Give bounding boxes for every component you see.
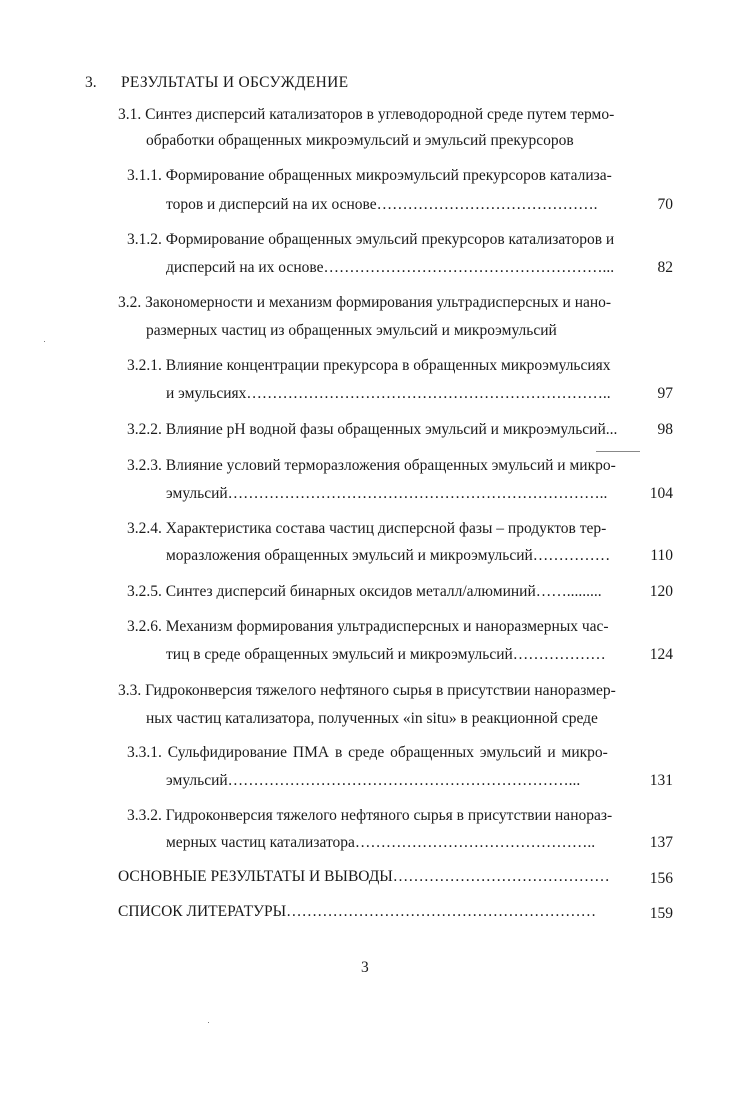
toc-entry-3-2-5: 3.2.5. Синтез дисперсий бинарных оксидов металл/алюминий……......... xyxy=(127,583,602,600)
toc-page-3-3-2: 137 xyxy=(649,834,673,851)
chapter-number: 3. xyxy=(85,74,97,91)
toc-entry-3-2-6-line2: тиц в среде обращенных эмульсий и микроэмульсий……………… xyxy=(166,646,606,663)
scan-mark-line xyxy=(596,451,640,452)
toc-entry-3-1-line2: обработки обращенных микроэмульсий и эмульсий прекурсоров xyxy=(146,132,574,149)
toc-entry-3-2-3-line2: эмульсий……………………………………………………………….. xyxy=(166,485,608,502)
chapter-title: РЕЗУЛЬТАТЫ И ОБСУЖДЕНИЕ xyxy=(121,74,349,91)
scan-mark-dot xyxy=(208,1022,209,1023)
toc-page-3-2-5: 120 xyxy=(649,583,673,600)
toc-entry-3-1-line1: 3.1. Синтез дисперсий катализаторов в углеводородной среде путем термо- xyxy=(118,106,615,123)
toc-page-3-2-1: 97 xyxy=(657,385,673,402)
page-number: 3 xyxy=(361,959,369,976)
toc-entry-conclusions: ОСНОВНЫЕ РЕЗУЛЬТАТЫ И ВЫВОДЫ…………………………………… xyxy=(118,868,610,885)
toc-entry-3-3-1-line1: 3.3.1. Сульфидирование ПМА в среде обращенных эмульсий и микро- xyxy=(127,744,608,761)
toc-entry-3-3-line2: ных частиц катализатора, полученных «in situ» в реакционной среде xyxy=(146,710,598,727)
toc-page-3-2-3: 104 xyxy=(649,485,673,502)
toc-page-3-1-2: 82 xyxy=(657,259,673,276)
toc-page-3-2-4: 110 xyxy=(650,547,673,564)
toc-entry-3-3-1-line2: эмульсий…………………………………………………………... xyxy=(166,772,581,789)
toc-entry-3-1-1-line2: торов и дисперсий на их основе……………………………………. xyxy=(166,196,598,213)
toc-page-conclusions: 156 xyxy=(649,870,673,887)
toc-entry-3-3-2-line2: мерных частиц катализатора……………………………………….. xyxy=(166,834,596,851)
toc-entry-3-2-3-line1: 3.2.3. Влияние условий терморазложения обращенных эмульсий и микро- xyxy=(127,457,616,474)
toc-entry-3-3-line1: 3.3. Гидроконверсия тяжелого нефтяного сырья в присутствии наноразмер- xyxy=(118,682,616,699)
toc-page-3-1-1: 70 xyxy=(657,196,673,213)
toc-entry-3-2-4-line1: 3.2.4. Характеристика состава частиц дисперсной фазы – продуктов тер- xyxy=(127,520,607,537)
toc-entry-3-1-1-line1: 3.1.1. Формирование обращенных микроэмульсий прекурсоров катализа- xyxy=(127,167,612,184)
toc-entry-3-2-4-line2: моразложения обращенных эмульсий и микроэмульсий…………… xyxy=(166,547,611,564)
toc-entry-3-2-line1: 3.2. Закономерности и механизм формирования ультрадисперсных и нано- xyxy=(118,294,612,311)
toc-entry-3-2-2: 3.2.2. Влияние pH водной фазы обращенных эмульсий и микроэмульсий... xyxy=(127,421,618,438)
toc-entry-3-2-line2: размерных частиц из обращенных эмульсий и микроэмульсий xyxy=(146,322,557,339)
toc-entry-3-2-1-line1: 3.2.1. Влияние концентрации прекурсора в обращенных микроэмульсиях xyxy=(127,357,611,374)
toc-entry-3-1-2-line1: 3.1.2. Формирование обращенных эмульсий прекурсоров катализаторов и xyxy=(127,231,615,248)
toc-entry-references: СПИСОК ЛИТЕРАТУРЫ…………………………………………………… xyxy=(118,903,597,920)
toc-entry-3-2-1-line2: и эмульсиях…………………………………………………………….. xyxy=(166,385,611,402)
toc-page-3-3-1: 131 xyxy=(649,772,673,789)
toc-entry-3-3-2-line1: 3.3.2. Гидроконверсия тяжелого нефтяного сырья в присутствии нанораз- xyxy=(127,807,613,824)
toc-page-3-2-6: 124 xyxy=(649,646,673,663)
toc-page-references: 159 xyxy=(649,905,673,922)
toc-page-3-2-2: 98 xyxy=(657,421,673,438)
scan-mark-dot xyxy=(44,341,45,342)
toc-entry-3-1-2-line2: дисперсий на их основе………………………………………………... xyxy=(166,259,615,276)
toc-entry-3-2-6-line1: 3.2.6. Механизм формирования ультрадисперсных и наноразмерных час- xyxy=(127,618,609,635)
